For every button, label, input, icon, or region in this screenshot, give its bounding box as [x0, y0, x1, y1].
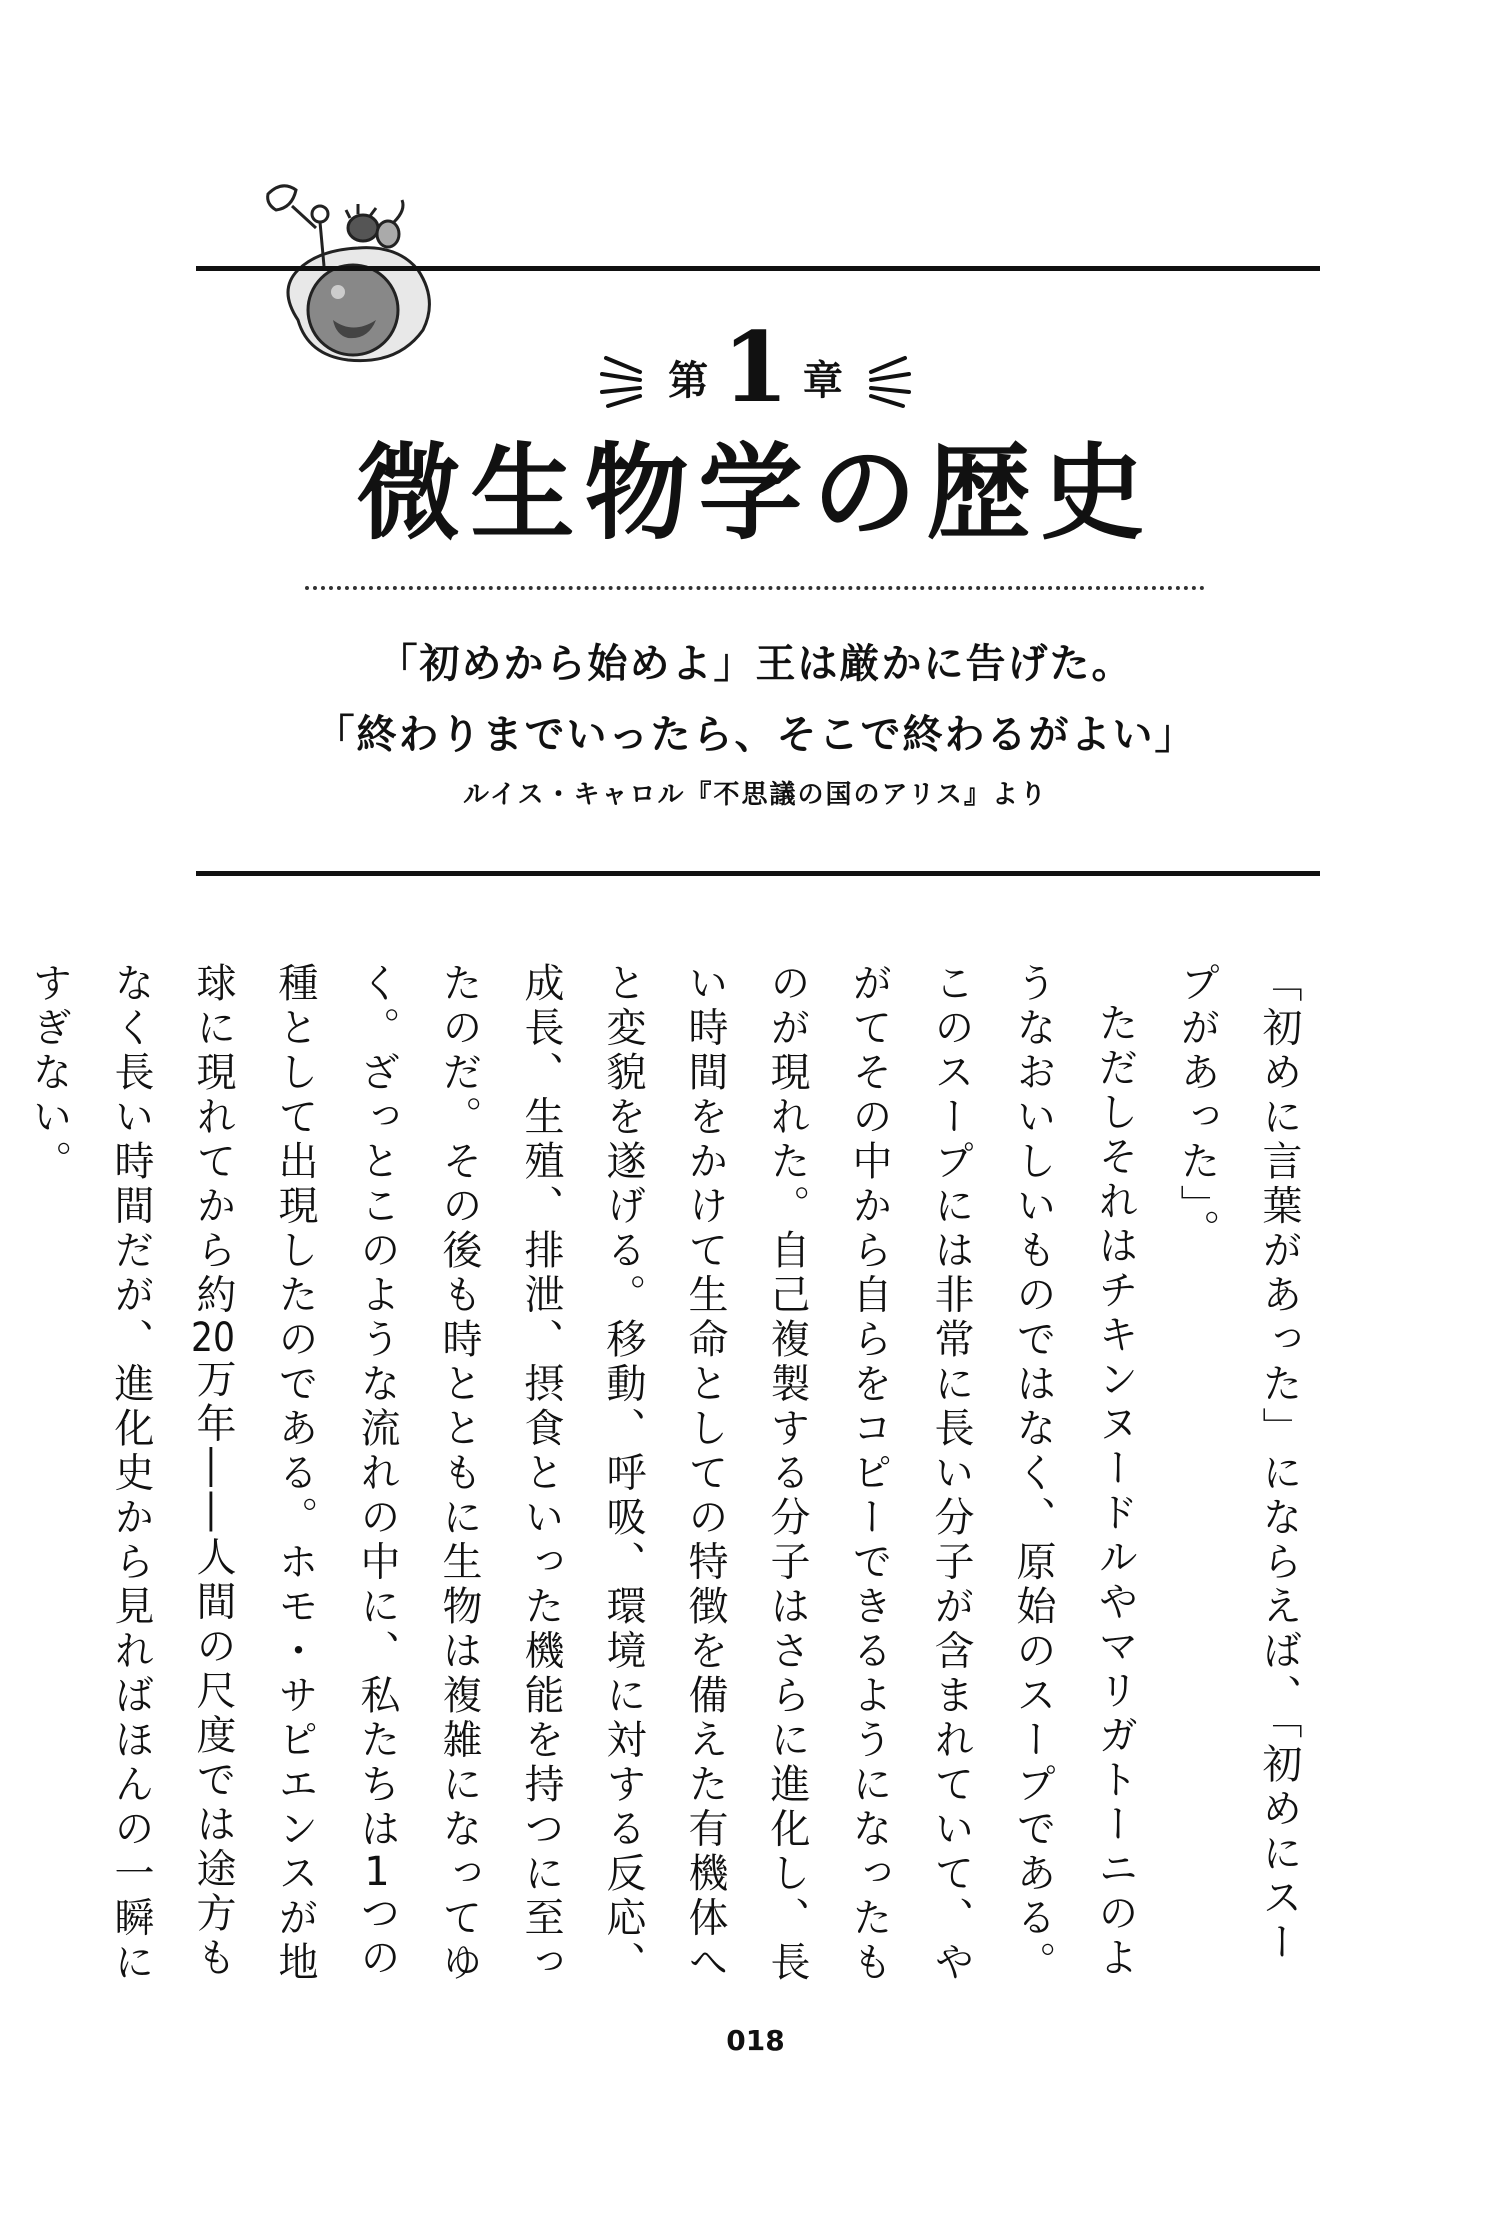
chapter-title: 微生物学の歴史 — [356, 432, 1155, 554]
top-rule — [196, 266, 1320, 271]
left-burst-icon — [600, 352, 654, 408]
body-paragraph-2-part-c: 万年――人間の尺度では途方もなく長い時間だが、進化史から見ればほんの一瞬にすぎない。 — [26, 962, 236, 1986]
section-rule — [196, 871, 1320, 876]
chapter-prefix: 第 — [668, 358, 709, 404]
epigraph-line-2: 「終わりまでいったら、そこで終わるがよい」 — [314, 712, 1197, 758]
chapter-heading — [0, 311, 1511, 424]
dotted-divider — [305, 586, 1205, 590]
epigraph-line-1: 「初めから始めよ」王は厳かに告げた。 — [377, 641, 1134, 687]
body-paragraph-2-part-a: ただしそれはチキンヌードルやマリガトーニのようなおいしいものではなく、原始のスープである。このスープには非常に長い分子が含まれていて、やがてその中から自らをコピーできるようになったものが現れた。自己複製する分子はさらに進化し、長い時間をかけて生命としての特徴を備えた有機体へと変貌を遂げる。移動、呼吸、環境に対する反応、成長、生殖、排泄、摂食といった機能を持つに至ったのだ。その後も時とともに生物は複雑になってゆく。ざっとこのような流れの中に、私たちは — [354, 962, 1138, 1986]
epigraph-attribution: ルイス・キャロル『不思議の国のアリス』より — [463, 780, 1048, 810]
page-number: 018 — [726, 2024, 785, 2057]
body-text — [26, 962, 1320, 1992]
body-paragraph-3 — [0, 962, 8, 1992]
body-paragraph-2 — [8, 962, 1156, 1992]
right-burst-icon — [857, 352, 911, 408]
body-paragraph-2-part-b: つの種として出現したのである。ホモ・サピエンスが地球に現れてから約 — [190, 962, 400, 1986]
body-paragraph-1: 「初めに言葉があった」にならえば、「初めにスープがあった」。 — [1174, 962, 1302, 1966]
chapter-number: 1 — [722, 311, 789, 424]
body-number-1: 1 — [364, 1852, 390, 1892]
body-number-20: 20 — [191, 1318, 235, 1358]
chapter-suffix: 章 — [802, 358, 843, 404]
